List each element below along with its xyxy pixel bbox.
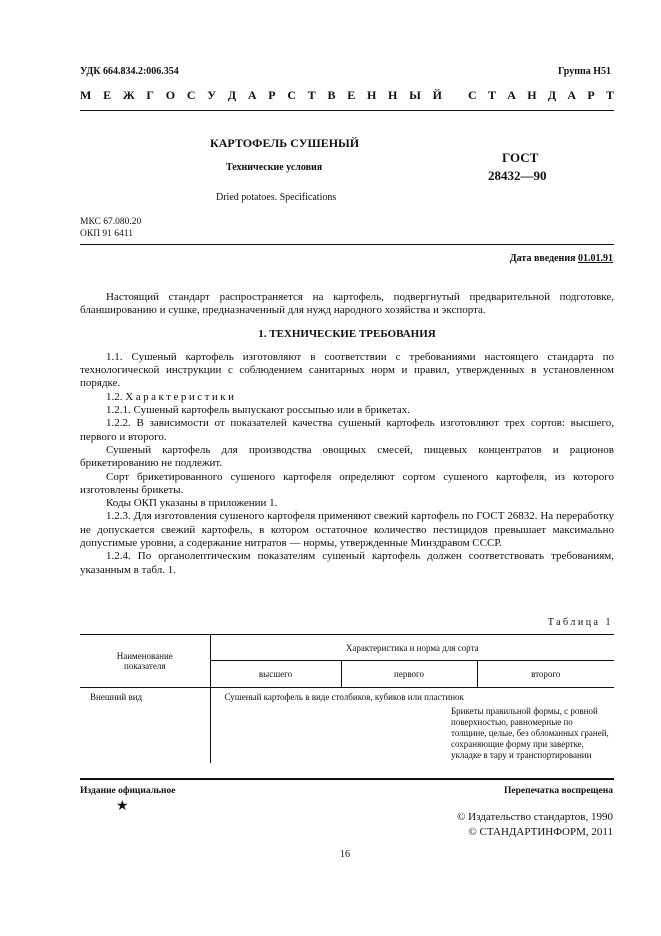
banner-letter: Е xyxy=(103,88,112,102)
banner-letter: Т xyxy=(307,88,316,102)
clause-1-2-3: 1.2.3. Для изготовления сушеного картофеля применяют свежий картофель по ГОСТ 26832. На переработку не допускается свежий картофель, в котором остаточное количество пестицидов превышает максимально допустимые уровни, а содержание нитратов — нормы, утвержденные Минздравом СССР. xyxy=(80,510,614,550)
banner-letter: А xyxy=(567,88,577,102)
classification-codes xyxy=(80,216,141,240)
copyright-1990: © Издательство стандартов, 1990 xyxy=(457,811,613,823)
banner-letter: Ы xyxy=(409,88,421,102)
footer-rule xyxy=(80,778,614,780)
header-indicator-name: Наименование показателя xyxy=(116,651,173,671)
banner-letter: С xyxy=(186,88,196,102)
row-appearance-all-grades: Сушеный картофель в виде столбиков, кубиков или пластинок xyxy=(210,688,614,705)
clause-1-2 xyxy=(80,391,614,404)
banner-letter: У xyxy=(207,88,217,102)
banner-letter: А xyxy=(247,88,257,102)
clause-1-2-number: 1.2. xyxy=(106,390,126,403)
clause-1-2-1: 1.2.1. Сушеный картофель выпускают россыпью или в брикетах. xyxy=(106,404,410,417)
introduction-date-label: Дата введения xyxy=(509,253,578,264)
row-appearance-name: Внешний вид xyxy=(90,692,143,702)
page-number: 16 xyxy=(340,849,350,860)
intro-paragraph: Настоящий стандарт распространяется на картофель, подвергнутый предварительной подготовке, бланшированию и сушке, предназначенный для нужд народного хозяйства и экспорта. xyxy=(80,291,614,317)
banner-letter: Д xyxy=(547,88,557,102)
paragraph-grade: Сорт брикетированного сушеного картофеля определяют сортом сушеного картофеля, из которого изготовлены брикеты. xyxy=(80,470,614,496)
banner-letter: Е xyxy=(347,88,356,102)
banner-letter: А xyxy=(507,88,516,102)
interstate-standard-banner xyxy=(80,88,614,103)
banner-letter: Р xyxy=(268,88,276,102)
paragraph-okp: Коды ОКП указаны в приложении 1. xyxy=(106,497,278,510)
banner-letter: Р xyxy=(587,88,595,102)
banner-letter: Г xyxy=(146,88,155,102)
okp-code: ОКП 91 6411 xyxy=(80,229,133,239)
banner-letter: Н xyxy=(366,88,377,102)
row-appearance-empty xyxy=(210,704,341,763)
gost-label: ГОСТ xyxy=(502,150,539,165)
clause-1-1: 1.1. Сушеный картофель изготовляют в соответствии с требованиями настоящего стандарта по технологической инструкции с соблюдением санитарных норм и правил, утвержденных в установленном порядке. xyxy=(80,350,614,390)
banner-letter: Й xyxy=(432,88,442,102)
clause-1-2-2: 1.2.2. В зависимости от показателей качества сушеный картофель изготовляют трех сортов: высшего, первого и второго. xyxy=(80,417,614,443)
document-title: КАРТОФЕЛЬ СУШЕНЫЙ xyxy=(210,136,360,150)
banner-letter: С xyxy=(287,88,296,102)
table-row xyxy=(80,688,614,705)
reprint-prohibited: Перепечатка воспрещена xyxy=(503,786,613,796)
banner-left xyxy=(80,88,442,103)
introduction-date xyxy=(510,253,613,264)
header-grade-first: первого xyxy=(341,661,477,688)
document-subtitle: Технические условия xyxy=(226,162,323,173)
header-grade-characteristics: Характеристика и норма для сорта xyxy=(210,635,614,661)
table-1 xyxy=(80,634,614,763)
codes-rule xyxy=(80,244,614,245)
group-code: Группа Н51 xyxy=(558,66,611,77)
copyright-2011: © СТАНДАРТИНФОРМ, 2011 xyxy=(468,826,613,838)
table-1-caption: Таблица 1 xyxy=(547,617,613,628)
gost-number: 28432—90 xyxy=(488,168,547,183)
banner-letter: Н xyxy=(388,88,398,102)
clause-1-2-4: 1.2.4. По органолептическим показателям сушеный картофель должен соответствовать требованиям, указанным в табл. 1. xyxy=(80,550,614,576)
clause-1-2-heading: Характеристики xyxy=(125,390,237,403)
banner-letter: О xyxy=(165,88,176,102)
document-body xyxy=(80,291,614,577)
official-edition: Издание официальное xyxy=(80,786,176,796)
banner-letter: Ж xyxy=(122,88,135,102)
banner-letter: Д xyxy=(227,88,237,102)
paragraph-mixes: Сушеный картофель для производства овощных смесей, пищевых концентратов и рационов брикетированию не подлежит. xyxy=(80,443,614,470)
banner-letter: М xyxy=(80,88,92,102)
mks-code: МКС 67.080.20 xyxy=(80,217,142,227)
row-appearance-briquettes: Брикеты правильной формы, с ровной поверхностью, равномерные по толщине, целые, без обломанных граней, сохраняющие форму при завертке, укладке в тару и транспортировании xyxy=(451,706,609,760)
header-grade-second: второго xyxy=(477,661,614,688)
udk-code: УДК 664.834.2:006.354 xyxy=(80,66,179,77)
banner-right xyxy=(468,88,614,103)
section-1-heading: 1. ТЕХНИЧЕСКИЕ ТРЕБОВАНИЯ xyxy=(258,327,436,340)
banner-letter: В xyxy=(327,88,336,102)
star-icon: ★ xyxy=(116,799,129,814)
banner-letter: Т xyxy=(487,88,496,102)
header-grade-high: высшего xyxy=(210,661,341,688)
banner-letter: Т xyxy=(605,88,614,102)
english-title: Dried potatoes. Specifications xyxy=(216,192,337,203)
header-rule xyxy=(80,110,614,111)
introduction-date-value: 01.01.91 xyxy=(578,253,613,264)
banner-letter: С xyxy=(468,88,477,102)
banner-letter: Н xyxy=(527,88,537,102)
